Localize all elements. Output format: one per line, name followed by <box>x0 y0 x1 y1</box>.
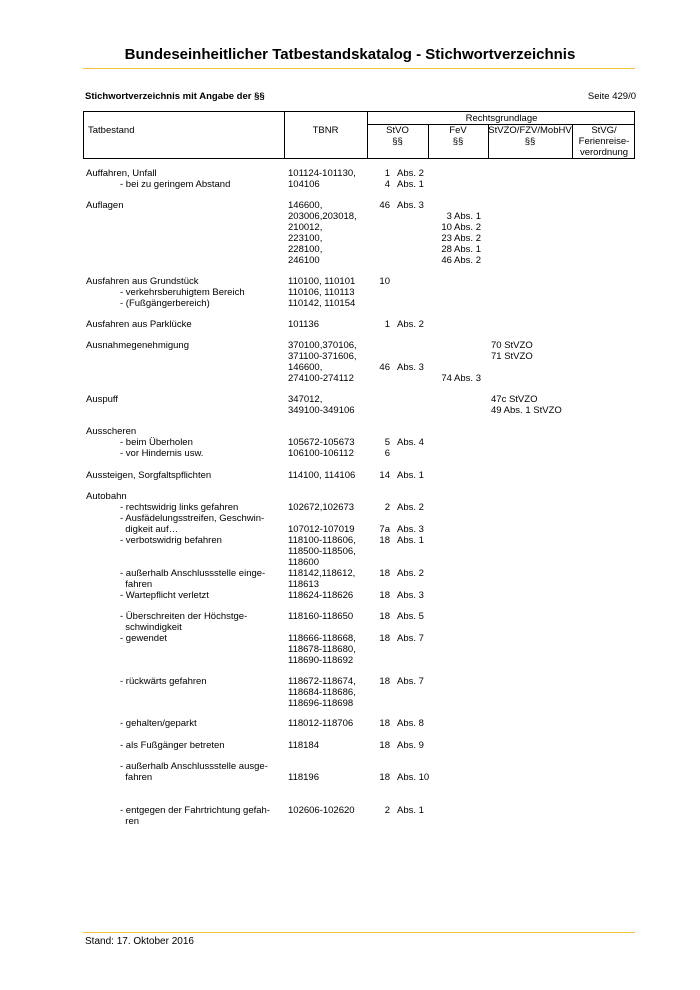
entry-subkeyword: digkeit auf… <box>120 524 179 535</box>
entry-subkeyword: fahren <box>120 772 153 783</box>
entry-subkeyword: - als Fußgänger betreten <box>120 740 225 751</box>
entry-subkeyword: - verbotswidrig befahren <box>120 535 222 546</box>
entry-subkeyword: - außerhalb Anschlussstelle einge- <box>120 568 266 579</box>
entry-stvo-absatz: Abs. 5 <box>397 611 424 622</box>
entry-stvo-absatz: Abs. 2 <box>397 319 424 330</box>
entry-stvo-paragraph: 1 <box>384 168 390 179</box>
entry-fev: 28 Abs. 1 <box>441 244 481 255</box>
entry-tbnr: 118678-118680, <box>288 644 356 655</box>
entry-tbnr: 118684-118686, <box>288 687 356 698</box>
entry-stvo-paragraph: 18 <box>379 590 390 601</box>
entry-stvo-absatz: Abs. 10 <box>397 772 430 783</box>
entry-subkeyword: - entgegen der Fahrtrichtung gefah- <box>120 805 270 816</box>
entry-tbnr: 118160-118650 <box>288 611 354 622</box>
entry-stvo-absatz: Abs. 7 <box>397 633 424 644</box>
entry-stvzo: 70 StVZO <box>491 340 533 351</box>
header-stvg-label-2: Ferienreise- <box>578 136 630 147</box>
entry-stvo-paragraph: 2 <box>384 805 390 816</box>
entry-stvzo: 47c StVZO <box>491 394 538 405</box>
entry-tbnr: 114100, 114106 <box>288 470 356 481</box>
entry-tbnr: 105672-105673 <box>288 437 355 448</box>
entry-stvo-paragraph: 10 <box>379 276 390 287</box>
entry-tbnr: 246100 <box>288 255 320 266</box>
header-stvzo <box>488 125 572 147</box>
entry-stvzo: 71 StVZO <box>491 351 533 362</box>
entry-tbnr: 118100-118606, <box>288 535 356 546</box>
entry-tbnr: 118600 <box>288 557 319 568</box>
entry-keyword: Auflagen <box>86 200 124 211</box>
table-header <box>83 111 635 159</box>
entry-stvo-paragraph: 46 <box>379 200 390 211</box>
entry-tbnr: 349100-349106 <box>288 405 355 416</box>
entry-tbnr: 347012, <box>288 394 323 405</box>
entry-tbnr: 146600, <box>288 200 323 211</box>
entry-tbnr: 107012-107019 <box>288 524 355 535</box>
header-stvg-label-3: verordnung <box>579 147 629 158</box>
entry-keyword: Auspuff <box>86 394 119 405</box>
entry-stvo-absatz: Abs. 7 <box>397 676 424 687</box>
entry-keyword: Autobahn <box>86 491 127 502</box>
entry-subkeyword: ren <box>120 816 140 827</box>
entry-fev: 3 Abs. 1 <box>446 211 481 222</box>
header-rule <box>83 68 635 69</box>
header-fev-label: FeV <box>449 125 467 136</box>
header-stvo-sub: §§ <box>392 136 403 147</box>
entry-subkeyword: - rückwärts gefahren <box>120 676 207 687</box>
header-rechtsgrundlage: Rechtsgrundlage <box>465 113 538 124</box>
entry-stvo-absatz: Abs. 2 <box>397 568 424 579</box>
entry-stvo-paragraph: 18 <box>379 740 390 751</box>
entry-tbnr: 110106, 110113 <box>288 287 355 298</box>
entry-stvo-absatz: Abs. 3 <box>397 590 424 601</box>
entry-keyword: Auffahren, Unfall <box>86 168 157 179</box>
entry-stvo-absatz: Abs. 9 <box>397 740 424 751</box>
entry-fev: 74 Abs. 3 <box>441 373 481 384</box>
entry-stvo-absatz: Abs. 1 <box>397 535 424 546</box>
entry-subkeyword: - (Fußgängerbereich) <box>120 298 210 309</box>
entry-tbnr: 102672,102673 <box>288 502 355 513</box>
entry-subkeyword: - verkehrsberuhigtem Bereich <box>120 287 245 298</box>
entry-stvo-absatz: Abs. 1 <box>397 179 424 190</box>
entry-tbnr: 102606-102620 <box>288 805 355 816</box>
entry-tbnr: 118690-118692 <box>288 655 354 666</box>
entry-subkeyword: - außerhalb Anschlussstelle ausge- <box>120 761 268 772</box>
entry-subkeyword: schwindigkeit <box>120 622 182 633</box>
entry-stvo-paragraph: 18 <box>379 535 390 546</box>
entry-fev: 23 Abs. 2 <box>441 233 481 244</box>
entry-subkeyword: fahren <box>120 579 153 590</box>
header-stvo-label: StVO <box>386 125 409 136</box>
entry-stvo-paragraph: 46 <box>379 362 390 373</box>
entry-subkeyword: - Wartepflicht verletzt <box>120 590 209 601</box>
entry-keyword: Ausscheren <box>86 426 137 437</box>
entry-stvo-absatz: Abs. 3 <box>397 362 424 373</box>
entry-fev: 46 Abs. 2 <box>441 255 481 266</box>
entry-tbnr: 118666-118668, <box>288 633 356 644</box>
entry-tbnr: 118196 <box>288 772 319 783</box>
entry-tbnr: 118184 <box>288 740 319 751</box>
entry-tbnr: 101124-101130, <box>288 168 356 179</box>
entry-stvo-paragraph: 7a <box>379 524 390 535</box>
document-title: Bundeseinheitlicher Tatbestandskatalog - Stichwortverzeichnis <box>124 46 576 63</box>
entry-stvo-paragraph: 4 <box>384 179 390 190</box>
page-number: Seite 429/0 <box>587 91 636 102</box>
entry-stvo-paragraph: 5 <box>384 437 390 448</box>
entry-stvzo: 49 Abs. 1 StVZO <box>491 405 562 416</box>
entry-tbnr: 118672-118674, <box>288 676 356 687</box>
entry-subkeyword: - Ausfädelungsstreifen, Geschwin- <box>120 513 265 524</box>
entry-tbnr: 223100, <box>288 233 323 244</box>
entry-tbnr: 228100, <box>288 244 323 255</box>
entry-stvo-paragraph: 14 <box>379 470 390 481</box>
header-tatbestand: Tatbestand <box>88 125 135 136</box>
header-stvg-label: StVG/ <box>591 125 617 136</box>
header-stvo <box>367 125 428 147</box>
entry-tbnr: 110100, 110101 <box>288 276 356 287</box>
entry-stvo-paragraph: 6 <box>384 448 390 459</box>
entry-tbnr: 118142,118612, <box>288 568 356 579</box>
entry-tbnr: 371100-371606, <box>288 351 357 362</box>
entry-tbnr: 118624-118626 <box>288 590 354 601</box>
entry-tbnr: 203006,203018, <box>288 211 357 222</box>
entry-subkeyword: - gehalten/geparkt <box>120 718 197 729</box>
entry-subkeyword: - Überschreiten der Höchstge- <box>120 611 248 622</box>
entry-stvo-paragraph: 18 <box>379 718 390 729</box>
entry-tbnr: 101136 <box>288 319 319 330</box>
entry-tbnr: 106100-106112 <box>288 448 354 459</box>
entry-keyword: Ausfahren aus Grundstück <box>86 276 199 287</box>
entry-subkeyword: - gewendet <box>120 633 168 644</box>
entry-keyword: Ausnahmegenehmigung <box>86 340 189 351</box>
entry-stvo-paragraph: 2 <box>384 502 390 513</box>
entry-tbnr: 118500-118506, <box>288 546 356 557</box>
entry-keyword: Aussteigen, Sorgfaltspflichten <box>86 470 212 481</box>
entry-subkeyword: - bei zu geringem Abstand <box>120 179 231 190</box>
entry-stvo-absatz: Abs. 1 <box>397 470 424 481</box>
entry-tbnr: 118696-118698 <box>288 698 354 709</box>
header-stvzo-label: StVZO/FZV/MobHV <box>488 125 572 136</box>
entry-stvo-absatz: Abs. 2 <box>397 502 424 513</box>
header-tbnr: TBNR <box>312 125 339 136</box>
entry-tbnr: 274100-274112 <box>288 373 354 384</box>
entry-stvo-paragraph: 18 <box>379 772 390 783</box>
entry-stvo-absatz: Abs. 3 <box>397 200 424 211</box>
entry-stvo-absatz: Abs. 3 <box>397 524 424 535</box>
entry-tbnr: 210012, <box>288 222 323 233</box>
footer-date: Stand: 17. Oktober 2016 <box>85 936 194 947</box>
entry-stvo-paragraph: 18 <box>379 568 390 579</box>
entry-subkeyword: - beim Überholen <box>120 437 193 448</box>
entry-tbnr: 370100,370106, <box>288 340 357 351</box>
entry-stvo-absatz: Abs. 1 <box>397 805 424 816</box>
entry-stvo-absatz: Abs. 8 <box>397 718 424 729</box>
entry-tbnr: 118012-118706 <box>288 718 354 729</box>
entry-stvo-paragraph: 18 <box>379 676 390 687</box>
header-fev-sub: §§ <box>452 136 464 147</box>
entry-keyword: Ausfahren aus Parklücke <box>86 319 192 330</box>
entry-tbnr: 118613 <box>288 579 319 590</box>
entry-subkeyword: - vor Hindernis usw. <box>120 448 204 459</box>
entry-stvo-paragraph: 1 <box>384 319 390 330</box>
entry-tbnr: 110142, 110154 <box>288 298 356 309</box>
entry-tbnr: 146600, <box>288 362 323 373</box>
entry-subkeyword: - rechtswidrig links gefahren <box>120 502 239 513</box>
entry-stvo-paragraph: 18 <box>379 633 390 644</box>
entry-tbnr: 104106 <box>288 179 320 190</box>
header-fev <box>428 125 488 147</box>
header-stvzo-sub: §§ <box>524 136 536 147</box>
header-stvg <box>572 125 636 158</box>
footer-rule <box>83 932 635 933</box>
entry-fev: 10 Abs. 2 <box>441 222 481 233</box>
entry-stvo-absatz: Abs. 2 <box>397 168 424 179</box>
section-subtitle: Stichwortverzeichnis mit Angabe der §§ <box>85 91 265 102</box>
entry-stvo-absatz: Abs. 4 <box>397 437 424 448</box>
entry-stvo-paragraph: 18 <box>379 611 390 622</box>
